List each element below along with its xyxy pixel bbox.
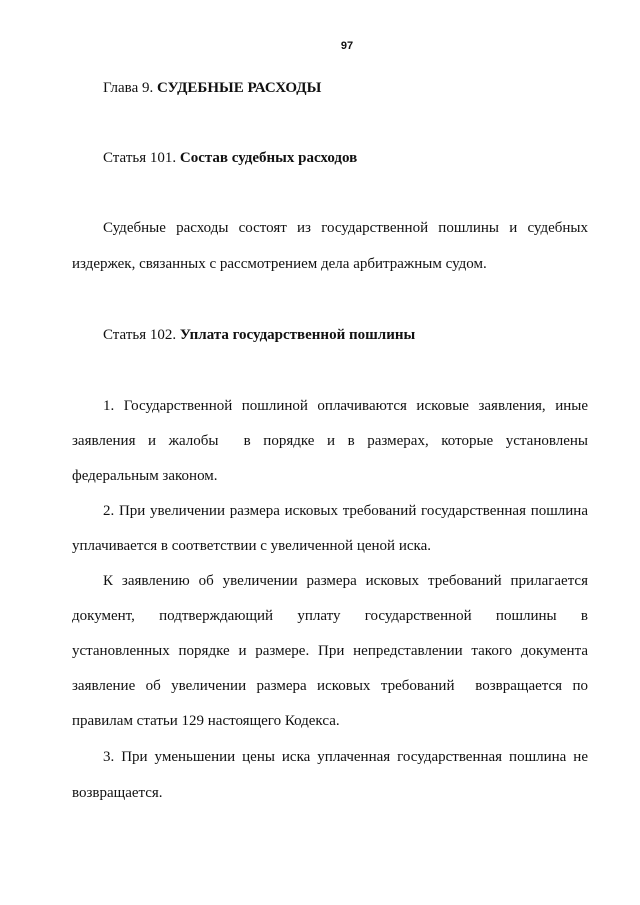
chapter-prefix: Глава 9. <box>103 80 154 96</box>
paragraph-line: 3. При уменьшении цены иска уплаченная государственная пошлина не <box>103 749 588 765</box>
article-102-heading <box>103 326 588 344</box>
article-101-prefix: Статья 101. <box>103 150 177 166</box>
paragraph-line: возвращается. <box>72 785 163 801</box>
paragraph-line: уплачивается в соответствии с увеличенной ценой иска. <box>72 538 431 554</box>
paragraph-line: заявления и жалобы в порядке и в размерах, которые установлены <box>72 433 588 449</box>
paragraph-line: Судебные расходы состоят из государственной пошлины и судебных <box>103 220 588 236</box>
article-101-title: Состав судебных расходов <box>179 150 358 166</box>
paragraph-line: правилам статьи 129 настоящего Кодекса. <box>72 713 340 729</box>
paragraph-line: заявление об увеличении размера исковых требований возвращается по <box>72 678 588 694</box>
paragraph-line: К заявлению об увеличении размера исковых требований прилагается <box>103 573 588 589</box>
article-102-prefix: Статья 102. <box>103 327 177 343</box>
paragraph-line: 1. Государственной пошлиной оплачиваются исковые заявления, иные <box>103 398 588 414</box>
paragraph-line: установленных порядке и размере. При непредставлении такого документа <box>72 643 588 659</box>
article-102-title: Уплата государственной пошлины <box>179 327 416 343</box>
paragraph-line: издержек, связанных с рассмотрением дела арбитражным судом. <box>72 256 487 272</box>
chapter-title: СУДЕБНЫЕ РАСХОДЫ <box>156 80 322 96</box>
paragraph-line: документ, подтверждающий уплату государственной пошлины в <box>72 608 588 624</box>
page-number: 97 <box>340 40 354 52</box>
paragraph-line: федеральным законом. <box>72 468 218 484</box>
article-101-heading <box>103 149 588 167</box>
chapter-heading <box>103 79 588 97</box>
paragraph-line: 2. При увеличении размера исковых требований государственная пошлина <box>103 503 588 519</box>
